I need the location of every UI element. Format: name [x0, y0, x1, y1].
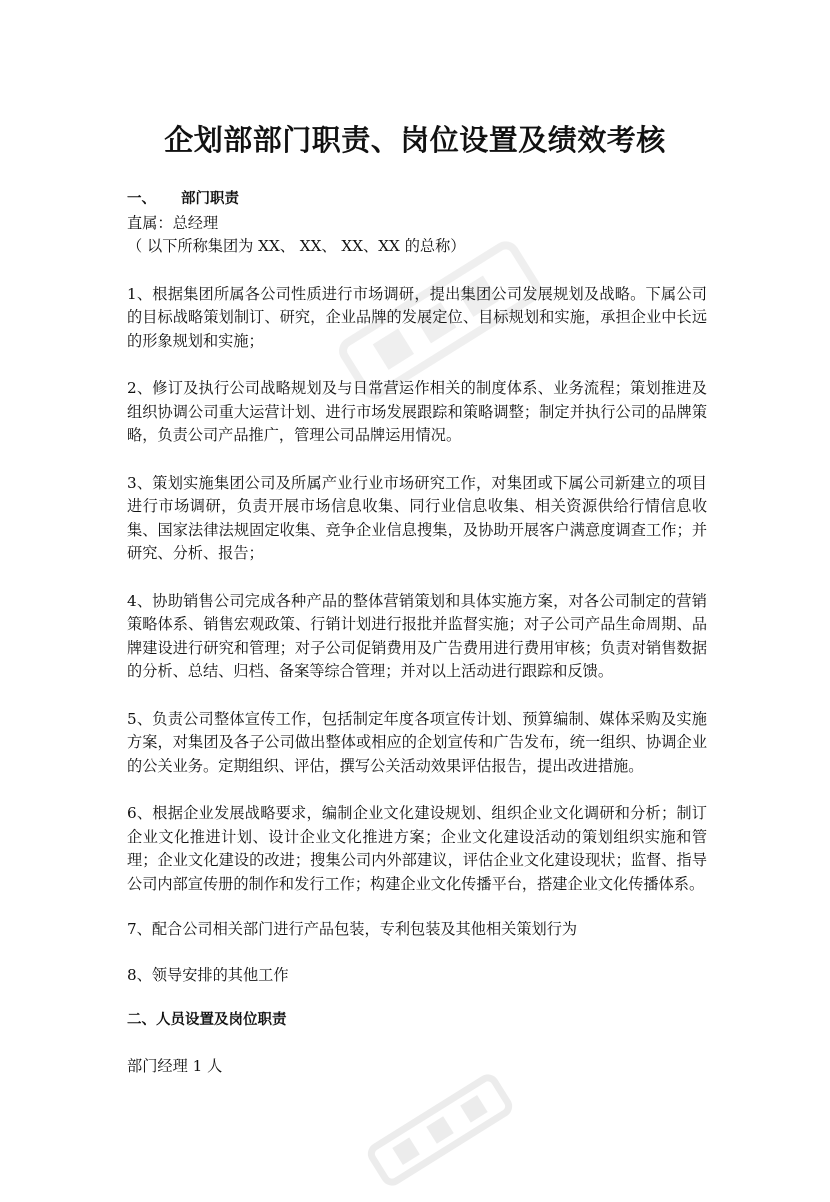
document-body: [127, 188, 707, 1078]
watermark-graphic-bottom: [354, 1058, 527, 1202]
duty-item-5: 5、负责公司整体宣传工作，包括制定年度各项宣传计划、预算编制、媒体采购及实施方案，对集团及各子公司做出整体或相应的企划宣传和广告发布，统一组织、协调企业的公关业务。定期组织、评估，撰写公关活动效果评估报告，提出改进措施。: [127, 709, 707, 775]
duty-item-8: 8、领导安排的其他工作: [127, 965, 289, 984]
section-1-heading: [127, 188, 707, 212]
duty-item-2: 2、修订及执行公司战略规划及与日常营运作相关的制度体系、业务流程；策划推进及组织协调公司重大运营计划、进行市场发展跟踪和策略调整；制定并执行公司的品牌策略，负责公司产品推广，管理公司品牌运用情况。: [127, 379, 707, 444]
duty-item-4: 4、协助销售公司完成各种产品的整体营销策划和具体实施方案，对各公司制定的营销策略体系、销售宏观政策、行销计划进行报批并监督实施；对子公司产品生命周期、品牌建设进行研究和管理；对子公司促销费用及广告费用进行费用审核；负责对销售数据的分析、总结、归档、备案等综合管理；并对以上活动进行跟踪和反馈。: [127, 591, 707, 680]
duty-item-1: 1、根据集团所属各公司性质进行市场调研，提出集团公司发展规划及战略。下属公司的目标战略策划制订、研究，企业品牌的发展定位、目标规划和实施，承担企业中长远的形象规划和实施；: [127, 284, 707, 350]
reports-to-line: 直属：总经理: [127, 213, 219, 232]
duty-item-3: 3、策划实施集团公司及所属产业行业市场研究工作，对集团或下属公司新建立的项目进行市场调研，负责开展市场信息收集、同行业信息收集、相关资源供给行情信息收集、国家法律法规固定收集、竞争企业信息搜集，及协助开展客户满意度调查工作；并研究、分析、报告；: [127, 473, 707, 562]
section-1-title: 部门职责: [181, 191, 239, 207]
document-title: 企划部部门职责、岗位设置及绩效考核: [164, 123, 666, 157]
section-2-heading: 二、人员设置及岗位职责: [127, 1012, 287, 1028]
duty-item-6: 6、根据企业发展战略要求，编制企业文化建设规划、组织企业文化调研和分析；制订企业文化推进计划、设计企业文化推进方案；企业文化建设活动的策划组织实施和管理；企业文化建设的改进；搜集公司内外部建议，评估企业文化建设现状；监督、指导公司内部宣传册的制作和发行工作；构建企业文化传播平台，搭建企业文化传播体系。: [127, 804, 707, 893]
duty-item-7: 7、配合公司相关部门进行产品包装，专利包装及其他相关策划行为: [127, 920, 578, 938]
section-1-number: 一、: [127, 191, 156, 207]
staff-line: 部门经理 1 人: [127, 1056, 223, 1075]
group-note-line: （ 以下所称集团为 XX、 XX、 XX、XX 的总称）: [127, 237, 466, 255]
